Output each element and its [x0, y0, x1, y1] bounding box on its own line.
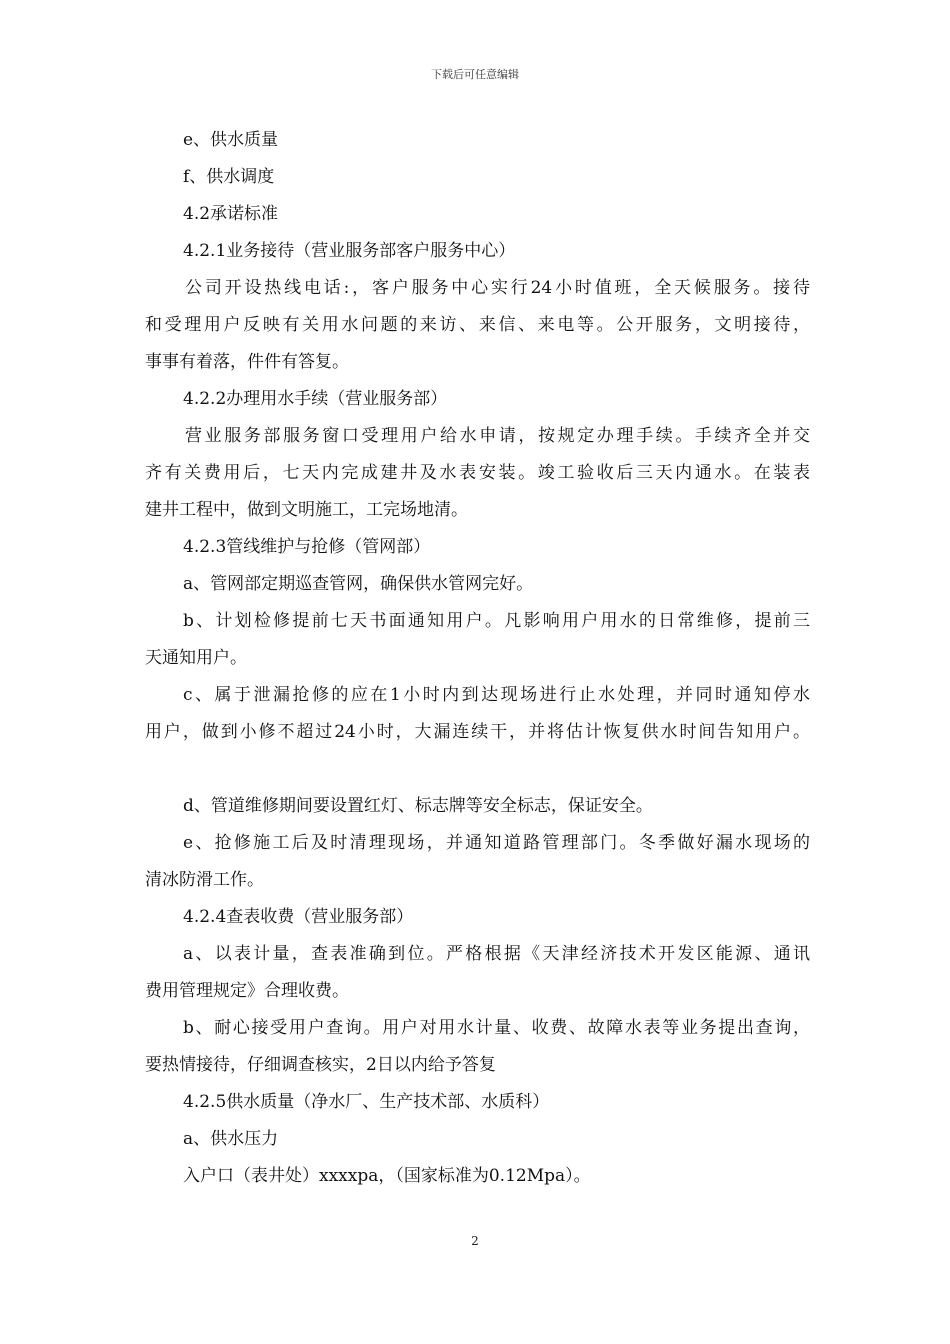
- paragraph-line: 和受理用户反映有关用水问题的来访、来信、来电等。公开服务，文明接待，: [145, 315, 810, 335]
- subsection-heading: 4.2.1业务接待（营业服务部客户服务中心）: [183, 241, 516, 261]
- list-item: e、供水质量: [183, 130, 279, 150]
- paragraph-line: 费用管理规定》合理收费。: [145, 981, 349, 1001]
- list-item: a、管网部定期巡查管网，确保供水管网完好。: [183, 574, 534, 594]
- list-item: b、计划检修提前七天书面通知用户。凡影响用户用水的日常维修，提前三: [183, 611, 810, 631]
- paragraph-line: 建井工程中，做到文明施工，工完场地清。: [145, 500, 468, 520]
- page-header: 下载后可任意编辑: [431, 68, 519, 81]
- paragraph-line: 齐有关费用后，七天内完成建井及水表安装。竣工验收后三天内通水。在装表: [145, 463, 810, 483]
- paragraph-line: 营业服务部服务窗口受理用户给水申请，按规定办理手续。手续齐全并交: [185, 426, 810, 446]
- subsection-heading: 4.2.2办理用水手续（营业服务部）: [183, 389, 448, 409]
- paragraph-line: 公司开设热线电话:，客户服务中心实行24小时值班，全天候服务。接待: [185, 278, 810, 298]
- list-item: f、供水调度: [183, 167, 275, 187]
- paragraph-line: 要热情接待，仔细调查核实，2日以内给予答复: [145, 1055, 496, 1075]
- subsection-heading: 4.2.3管线维护与抢修（管网部）: [183, 537, 431, 557]
- list-item: e、抢修施工后及时清理现场，并通知道路管理部门。冬季做好漏水现场的: [183, 833, 810, 853]
- blank-line: [145, 751, 810, 788]
- list-item: a、供水压力: [183, 1129, 279, 1149]
- list-item: a、以表计量，查表准确到位。严格根据《天津经济技术开发区能源、通讯: [183, 944, 810, 964]
- section-heading: 4.2承诺标准: [183, 204, 279, 224]
- document-body: [145, 122, 810, 1195]
- list-item: c、属于泄漏抢修的应在1小时内到达现场进行止水处理，并同时通知停水: [183, 685, 810, 705]
- paragraph-line: 天通知用户。: [145, 648, 247, 668]
- subsection-heading: 4.2.4查表收费（营业服务部）: [183, 907, 414, 927]
- paragraph-line: 清冰防滑工作。: [145, 870, 264, 890]
- paragraph-line: 事事有着落，件件有答复。: [145, 352, 349, 372]
- list-item: d、管道维修期间要设置红灯、标志牌等安全标志，保证安全。: [183, 796, 653, 816]
- subsection-heading: 4.2.5供水质量（净水厂、生产技术部、水质科）: [183, 1092, 550, 1112]
- paragraph-line: 入户口（表井处）xxxxpa，（国家标准为0.12Mpa）。: [183, 1166, 591, 1186]
- list-item: b、耐心接受用户查询。用户对用水计量、收费、故障水表等业务提出查询，: [183, 1018, 810, 1038]
- paragraph-line: 用户，做到小修不超过24小时，大漏连续干，并将估计恢复供水时间告知用户。: [145, 722, 810, 742]
- page-number: 2: [471, 1234, 479, 1248]
